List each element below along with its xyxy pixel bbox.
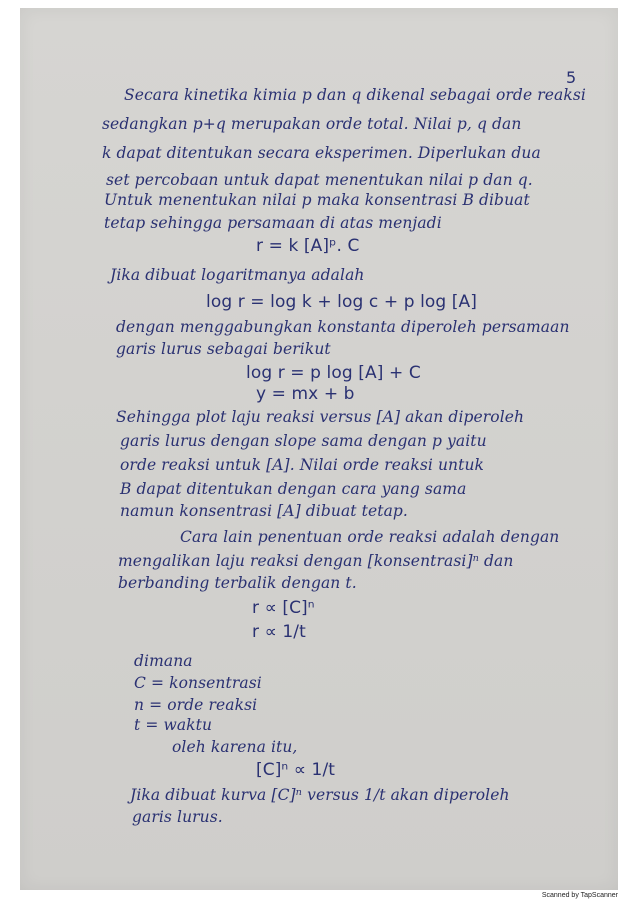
text-line: oleh karena itu, [172,738,298,756]
text-line: k dapat ditentukan secara eksperimen. Diperlukan dua [102,144,541,162]
text-line: Sehingga plot laju reaksi versus [A] akan diperoleh [116,408,525,426]
text-line: Secara kinetika kimia p dan q dikenal sebagai orde reaksi [124,86,586,104]
scanned-page [20,8,618,890]
text-line: Jika dibuat logaritmanya adalah [110,266,365,284]
equation: [C]ⁿ ∝ 1/t [256,760,336,780]
text-line: tetap sehingga persamaan di atas menjadi [104,214,442,232]
equation: y = mx + b [256,384,355,404]
text-line: set percobaan untuk dapat menentukan nilai p dan q. [106,171,533,189]
definition-line: t = waktu [134,716,213,734]
scanner-watermark: Scanned by TapScanner [541,892,618,899]
text-line: garis lurus dengan slope sama dengan p yaitu [120,432,487,450]
text-line: Cara lain penentuan orde reaksi adalah dengan [180,528,560,546]
text-line: sedangkan p+q merupakan orde total. Nilai p, q dan [102,115,522,133]
text-line: garis lurus sebagai berikut [116,340,331,358]
definition-line: n = orde reaksi [134,696,258,714]
text-line: B dapat ditentukan dengan cara yang sama [120,480,467,498]
equation: r = k [A]ᵖ. C [256,236,360,256]
definition-line: C = konsentrasi [134,674,262,692]
text-line: garis lurus. [132,808,223,826]
equation: r ∝ [C]ⁿ [252,598,315,618]
text-line: Jika dibuat kurva [C]ⁿ versus 1/t akan diperoleh [130,786,510,804]
text-line: Untuk menentukan nilai p maka konsentrasi B dibuat [104,191,530,209]
text-line: dengan menggabungkan konstanta diperoleh persamaan [116,318,570,336]
equation: log r = p log [A] + C [246,363,421,383]
text-line: namun konsentrasi [A] dibuat tetap. [120,502,408,520]
equation: log r = log k + log c + p log [A] [206,292,477,312]
text-line: orde reaksi untuk [A]. Nilai orde reaksi untuk [120,456,485,474]
text-line: dimana [134,652,193,670]
text-line: mengalikan laju reaksi dengan [konsentrasi]ⁿ dan [118,552,514,570]
page-number: 5 [566,68,577,87]
text-line: berbanding terbalik dengan t. [118,574,357,592]
equation: r ∝ 1/t [252,622,306,642]
